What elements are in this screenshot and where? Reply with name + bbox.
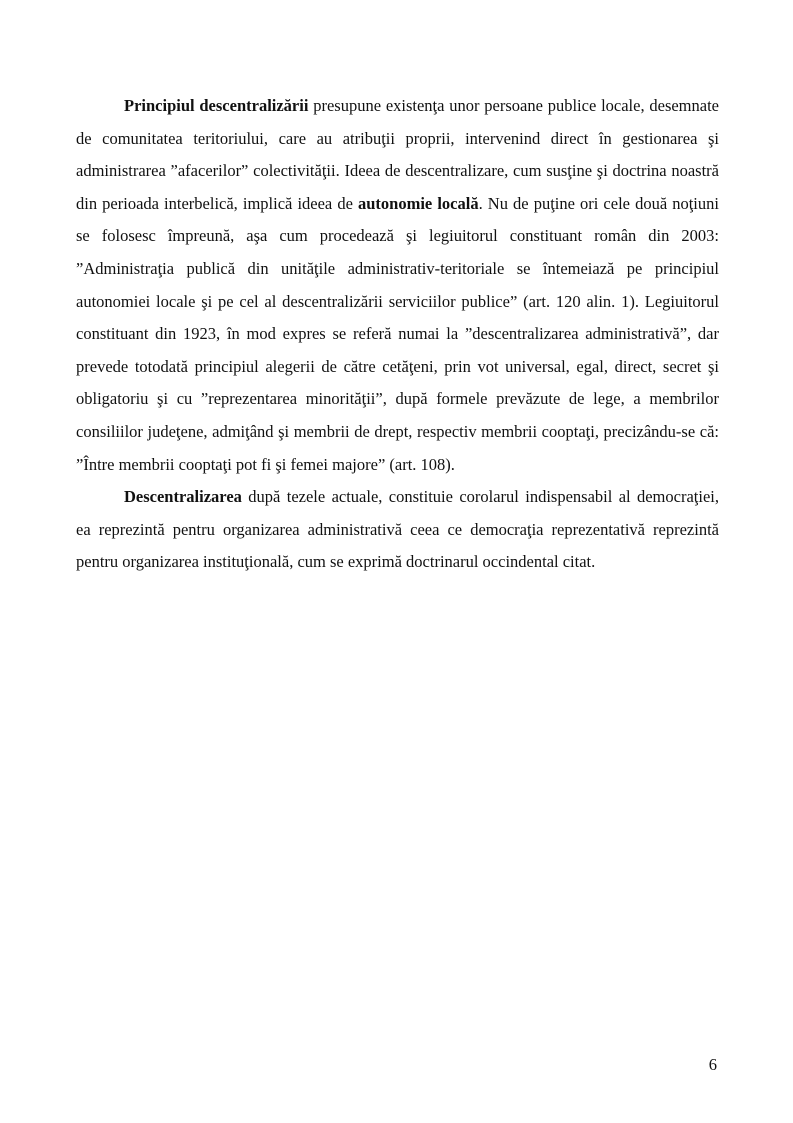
body-text bbox=[76, 90, 719, 579]
bold-term-autonomie: autonomie locală bbox=[358, 193, 479, 213]
bold-term-principiul: Principiul descentralizării bbox=[124, 96, 309, 115]
paragraph-text: după tezele actuale, constituie corolarul indispensabil al democraţiei, ea reprezintă pentru organizarea administrativă ceea ce democraţia reprezentativă reprezintă pentru organizarea instituţională, cum se exprimă doctrinarul occindental citat. bbox=[76, 487, 719, 572]
paragraph-descentralizare-principle bbox=[76, 90, 719, 481]
paragraph-text-part-1: presupune existenţa unor persoane publice locale, desemnate de comunitatea teritoriului, care au atribuţii proprii, intervenind direct în gestionarea şi administrarea ”afacerilor” colectivităţii. Ideea de descentralizare, cum susţine şi doctrina noastră din perioada interbelică, implică ideea de bbox=[76, 96, 719, 213]
bold-term-descentralizarea: Descentralizarea bbox=[124, 487, 242, 507]
page-number: 6 bbox=[708, 1055, 717, 1074]
paragraph-text-part-2: . Nu de puţine ori cele două noţiuni se folosesc împreună, aşa cum procedează şi legiuitorul constituant român din 2003: ”Administraţia publică din unităţile administrativ-teritoriale se întemeiază pe principiul autonomiei locale şi pe cel al descentralizării serviciilor publice” (art. 120 alin. 1). Legiuitorul constituant din 1923, în mod expres se referă numai la ”descentralizarea administrativă”, dar prevede totodată principiul alegerii de către cetăţeni, prin vot universal, egal, direct, secret şi obligatoriu şi cu ”reprezentarea minorităţii”, după formele prevăzute de lege, a membrilor consiliilor judeţene, admiţând şi membrii de drept, respectiv membrii cooptaţi, precizându-se că: ”Între membrii cooptaţi pot fi şi femei majore” (art. 108). bbox=[76, 193, 719, 474]
paragraph-descentralizarea bbox=[76, 481, 719, 579]
